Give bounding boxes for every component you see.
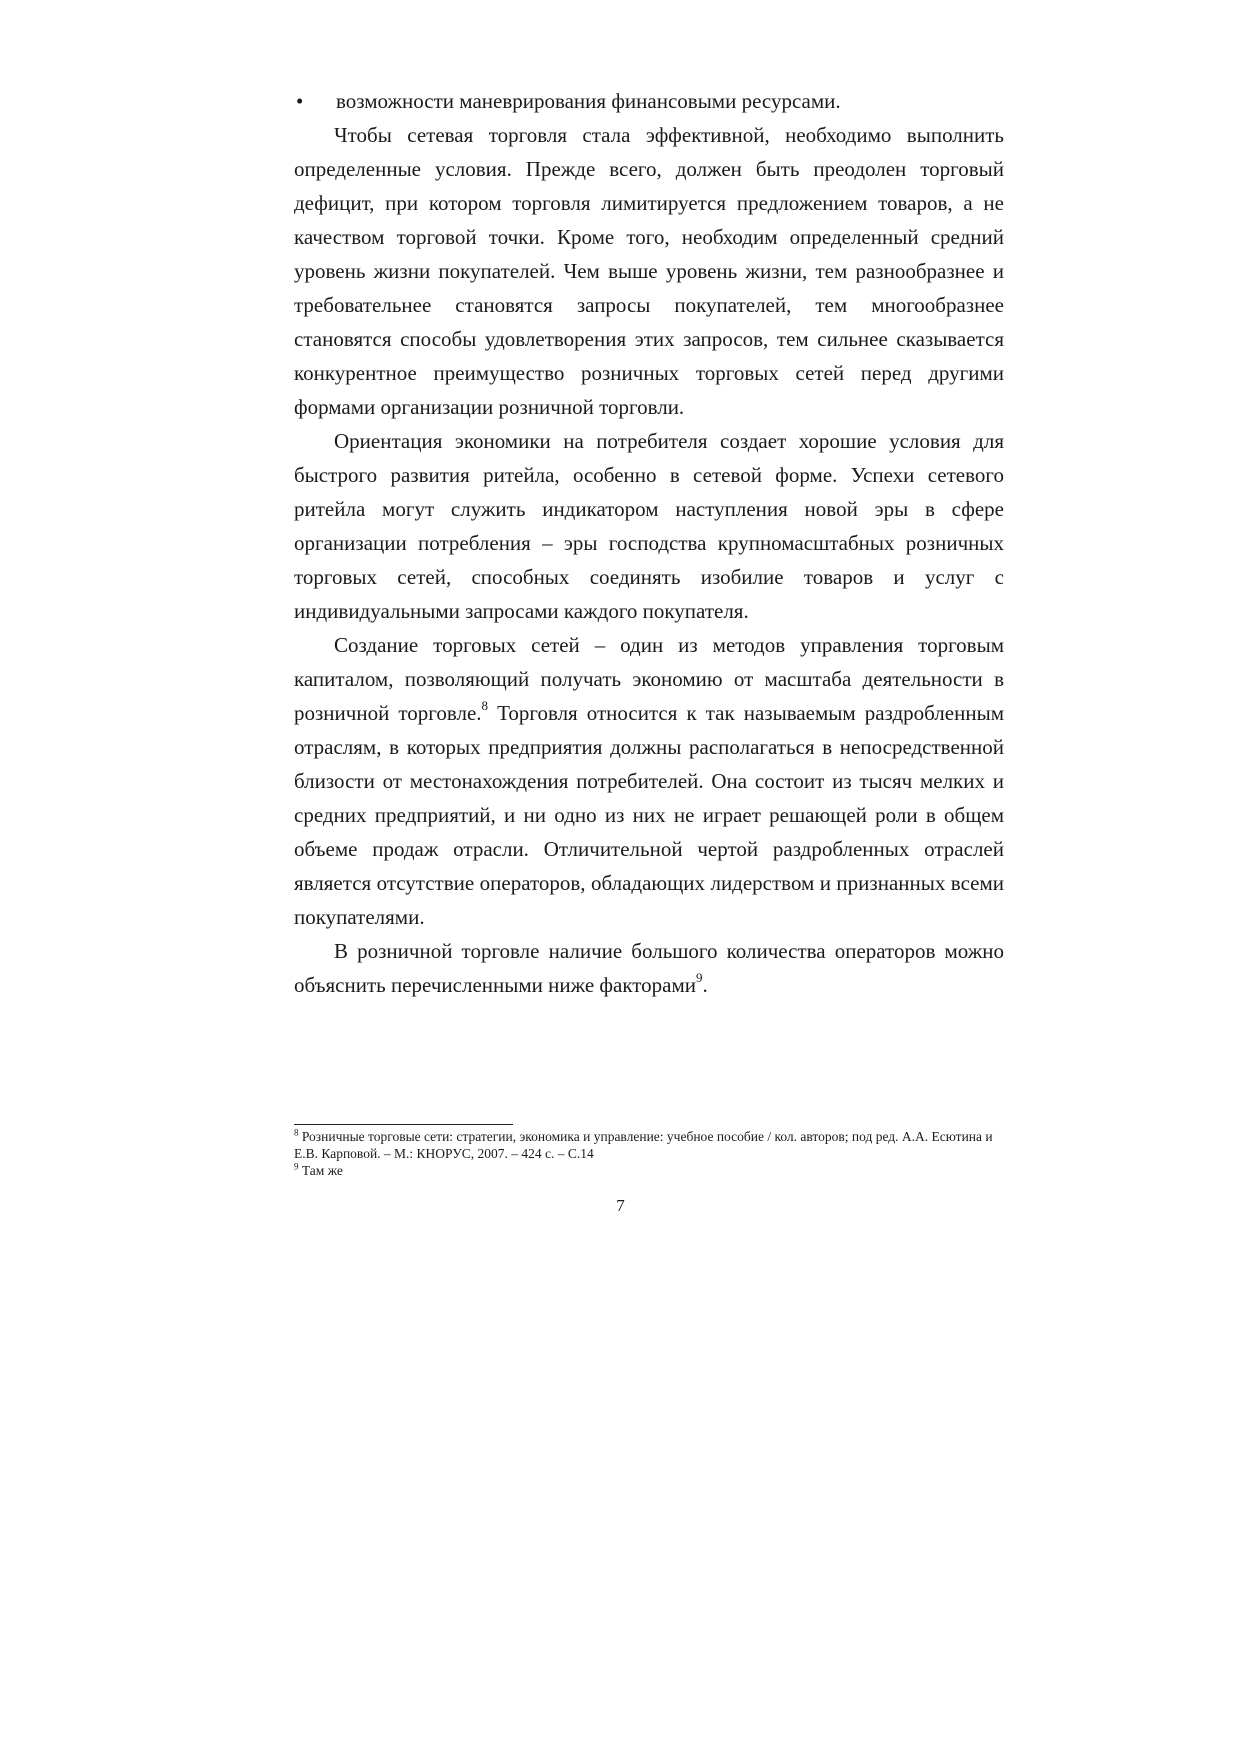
footnote-9 <box>294 1162 994 1179</box>
footnote-ref-9[interactable]: 9 <box>696 970 703 985</box>
footnote-text-8: Розничные торговые сети: стратегии, экономика и управление: учебное пособие / кол. авторов; под ред. А.А. Есютина и Е.В. Карповой. – М.: КНОРУС, 2007. – 424 с. – С.14 <box>294 1129 993 1161</box>
footnote-8 <box>294 1128 994 1162</box>
paragraph-3-text-end: Торговля относится к так называемым раздробленным отраслям, в которых предприятия должны располагаться в непосредственной близости от местонахождения потребителей. Она состоит из тысяч мелких и средних предприятий, и ни одно из них не играет решающей роли в общем объеме продаж отрасли. Отличительной чертой раздробленных отраслей является отсутствие операторов, обладающих лидерством и признанных всеми покупателями. <box>294 701 1004 929</box>
paragraph-2: Ориентация экономики на потребителя создает хорошие условия для быстрого развития ритейла, особенно в сетевой форме. Успехи сетевого ритейла могут служить индикатором наступления новой эры в сфере организации потребления – эры господства крупномасштабных розничных торговых сетей, способных соединять изобилие товаров и услуг с индивидуальными запросами каждого покупателя. <box>294 429 1004 623</box>
bullet-item <box>294 84 1004 118</box>
footnote-text-9: Там же <box>298 1163 343 1178</box>
paragraph-4-text-start: В розничной торговле наличие большого количества операторов можно объяснить перечисленными ниже факторами <box>294 939 1004 997</box>
footnotes <box>294 1128 994 1179</box>
footnote-ref-8[interactable]: 8 <box>481 698 489 713</box>
bullet-mark: • <box>296 89 304 113</box>
paragraph-3 <box>294 628 1004 934</box>
bullet-item-text: возможности маневрирования финансовыми ресурсами. <box>336 89 841 113</box>
paragraph-4-text-end: . <box>702 973 708 997</box>
body-text <box>294 84 1004 1002</box>
paragraph-3-text-start: Создание торговых сетей – один из методов управления торговым капиталом, позволяющий получать экономию от масштаба деятельности в розничной торговле. <box>294 633 1004 725</box>
footnote-number-8: 8 <box>294 1127 299 1138</box>
paragraph-1: Чтобы сетевая торговля стала эффективной, необходимо выполнить определенные условия. Прежде всего, должен быть преодолен торговый дефицит, при котором торговля лимитируется предложением товаров, а не качеством торговой точки. Кроме того, необходим определенный средний уровень жизни покупателей. Чем выше уровень жизни, тем разнообразнее и требовательнее становятся запросы покупателей, тем многообразнее становятся способы удовлетворения этих запросов, тем сильнее сказывается конкурентное преимущество розничных торговых сетей перед другими формами организации розничной торговли. <box>294 123 1004 419</box>
footnote-separator <box>294 1124 513 1125</box>
paragraph-4 <box>294 934 1004 1002</box>
page-number: 7 <box>616 1196 625 1215</box>
footnote-number-9: 9 <box>294 1161 299 1172</box>
